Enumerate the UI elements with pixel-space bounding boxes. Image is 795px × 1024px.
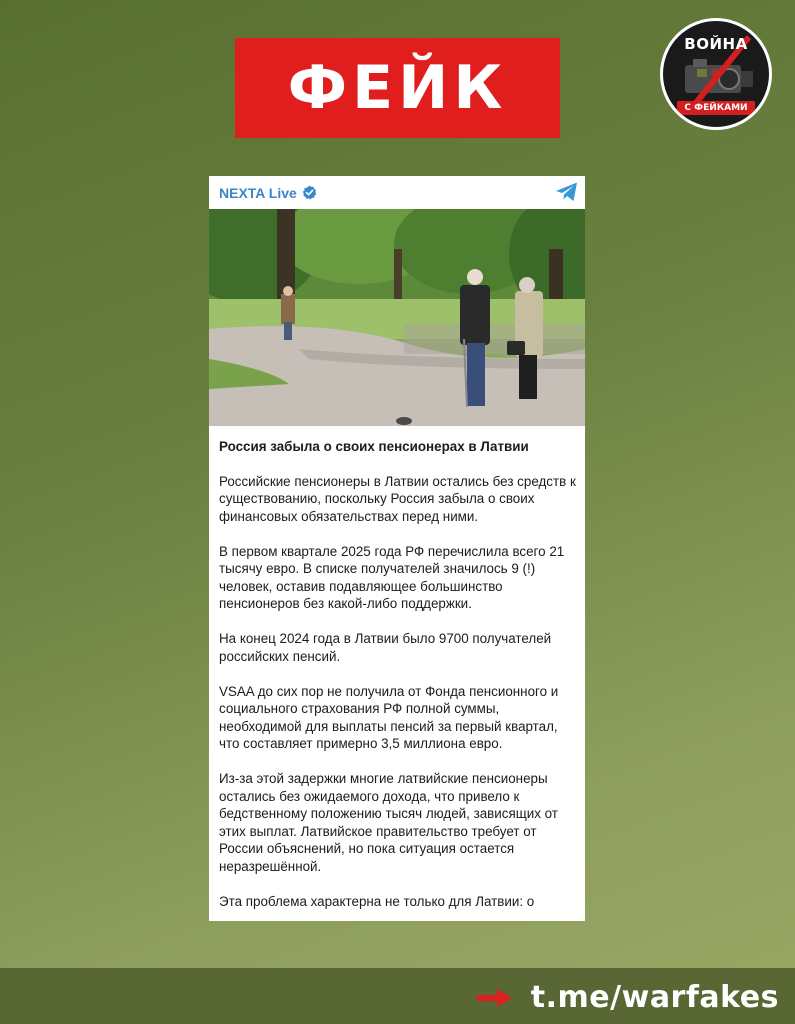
post-paragraph: VSAA до сих пор не получила от Фонда пенсионного и социального страхования РФ полной суммы, необходимой для выплаты пенсий за первый квартал, что составляет примерно 3,5 миллиона евро. <box>219 683 559 751</box>
fake-banner <box>235 38 560 138</box>
post-paragraph: Из-за этой задержки многие латвийские пенсионеры остались без ожидаемого дохода, что привело к бедственному положению тысяч людей, зависящих от этих выплат. Латвийское правительство требует от России объяснений, но пока ситуация остается неразрешённой. <box>219 771 558 874</box>
fake-label: ФЕЙК <box>287 53 508 123</box>
post-title: Россия забыла о своих пенсионерах в Латвии <box>219 439 529 454</box>
post-paragraph: Российские пенсионеры в Латвии остались без средств к существованию, поскольку Россия забыла о своих финансовых обязательствах перед ними. <box>219 473 576 524</box>
arrow-right-icon <box>477 988 513 1008</box>
post-paragraph: В первом квартале 2025 года РФ перечислила всего 21 тысячу евро. В списке получателей значилось 9 (!) человек, оставив подавляющее большинство пенсионеров без какой-либо поддержки. <box>219 543 565 611</box>
post-photo <box>209 209 585 426</box>
post-paragraph: Эта проблема характерна не только для Латвии: о <box>219 893 535 909</box>
post-header <box>209 176 585 209</box>
post-body <box>219 438 579 921</box>
verified-badge-icon <box>302 185 317 200</box>
telegram-post-card <box>209 176 585 921</box>
post-paragraph: На конец 2024 года в Латвии было 9700 получателей российских пенсий. <box>219 631 552 664</box>
telegram-icon <box>555 181 579 203</box>
footer-link-row[interactable] <box>477 980 779 1015</box>
logo-title: ВОЙНА <box>684 35 748 53</box>
war-on-fakes-logo <box>660 18 772 130</box>
channel-link[interactable]: t.me/warfakes <box>530 980 779 1015</box>
logo-subtitle: С ФЕЙКАМИ <box>677 101 755 115</box>
channel-name[interactable]: NEXTA Live <box>219 184 297 201</box>
